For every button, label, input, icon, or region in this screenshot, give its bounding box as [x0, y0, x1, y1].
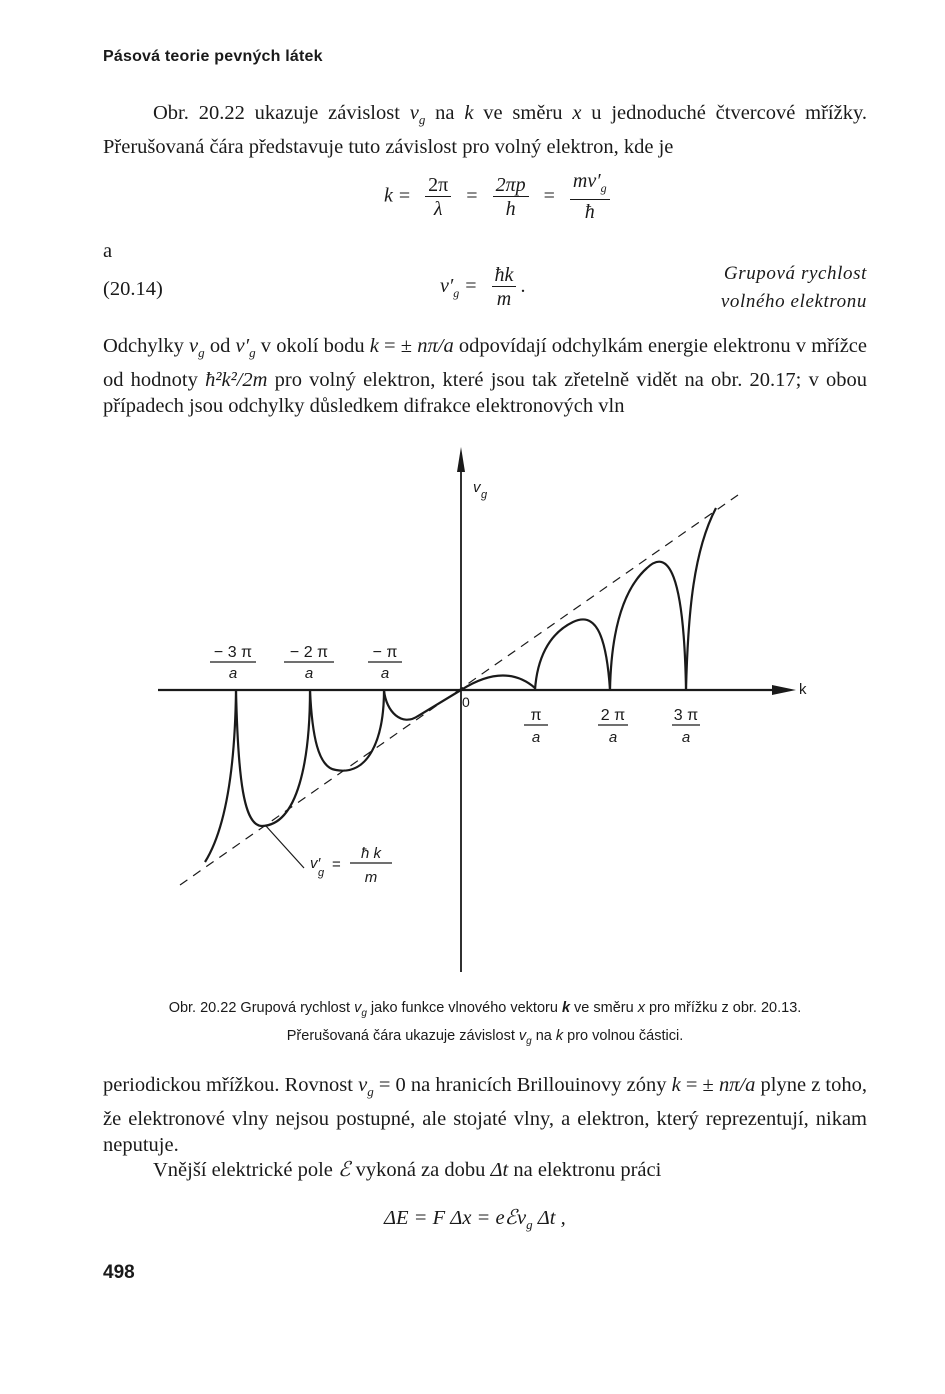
- annotation-pointer: [266, 826, 304, 868]
- annotation-eq: =: [332, 856, 341, 873]
- band-curve-zone4-negative: [205, 690, 236, 862]
- running-header: Pásová teorie pevných látek: [103, 48, 323, 65]
- y-axis-arrow: [457, 447, 465, 472]
- page-number: 498: [103, 1262, 135, 1283]
- annotation-den: m: [364, 869, 378, 886]
- origin-label: 0: [462, 694, 470, 710]
- tick-neg-3pi-num: − 3 π: [213, 644, 253, 661]
- tick-neg-pi-den: a: [380, 665, 390, 682]
- tick-neg-3pi-den: a: [228, 665, 238, 682]
- tick-neg-2pi-num: − 2 π: [289, 644, 329, 661]
- annotation-num: ħ k: [360, 845, 382, 862]
- x-axis-label: k: [799, 681, 807, 698]
- tick-neg-2pi-den: a: [304, 665, 314, 682]
- band-curve-zone4-positive: [686, 508, 716, 690]
- equation-free-group-velocity: $v'_g$ = $\frac{ħk}{m}$ .: [440, 264, 526, 310]
- annotation-lhs-sub: g: [318, 867, 325, 879]
- paragraph-deviations: Odchylky $v_g$ od $v'_g$ v okolí bodu k = ± nπ/a odpovídají odchylkám energie elektronu v mřížce od hodnoty ħ²k²/2m pro volný elektron, které jsou tak zřetelně vidět na obr. 20.17; v obou případech jsou odchylky důsledkem difrakce elektronových vln: [103, 335, 868, 418]
- figure-caption: Obr. 20.22 Grupová rychlost $v_g$ jako funkce vlnového vektoru k ve směru x pro mřížku z obr. 20.13. Přerušovaná čára ukazuje závislost $v_g$ na k pro volnou částici.: [168, 1000, 802, 1047]
- tick-3pi-num: 3 π: [673, 707, 699, 724]
- tick-pi-num: π: [530, 707, 542, 724]
- tick-2pi-den: a: [608, 729, 618, 746]
- band-curve-zone1-positive: [461, 675, 535, 690]
- paragraph-standing-waves: periodickou mřížkou. Rovnost $v_g = 0$ na hranicích Brillouinovy zóny k = ± nπ/a plyne z toho, že elektronové vlny nejsou postupné, ale stojaté vlny, a elektron, který reprezentují, nikam neputuje.: [103, 1074, 867, 1157]
- margin-note: Grupová rychlost volného elektronu: [720, 263, 867, 312]
- band-curve-zone2-negative: [310, 690, 384, 771]
- equation-number: (20.14): [103, 278, 163, 300]
- tick-pi-den: a: [531, 729, 541, 746]
- y-axis-label: v: [473, 479, 481, 496]
- paragraph-intro: Obr. 20.22 ukazuje závislost $v_g$ na k ve směru x u jednoduché čtvercové mřížky. Přerušovaná čára představuje tuto závislost pro volný elektron, kde je: [103, 102, 867, 158]
- equation-work: ΔE = F Δx = eℰv$_g$ Δt ,: [384, 1207, 566, 1233]
- band-curve-zone3-negative: [236, 690, 310, 826]
- conjunction: a: [103, 240, 113, 262]
- equation-wavevector: k = $\frac{2\pi}{\lambda}$ = $\frac{2\pi p}{h}$ = $\frac{mv'_g}{ħ}$: [384, 170, 614, 224]
- x-axis-arrow: [772, 685, 796, 695]
- annotation-lhs: v′: [310, 855, 321, 872]
- tick-neg-pi-num: − π: [372, 644, 398, 661]
- band-curve-zone3-positive: [610, 562, 686, 690]
- paragraph-electric-field: Vnější elektrické pole ℰ vykoná za dobu Δt na elektronu práci: [153, 1159, 662, 1181]
- band-curve-zone2-positive: [535, 619, 610, 690]
- tick-3pi-den: a: [681, 729, 691, 746]
- tick-2pi-num: 2 π: [600, 707, 626, 724]
- y-axis-label-sub: g: [481, 489, 488, 501]
